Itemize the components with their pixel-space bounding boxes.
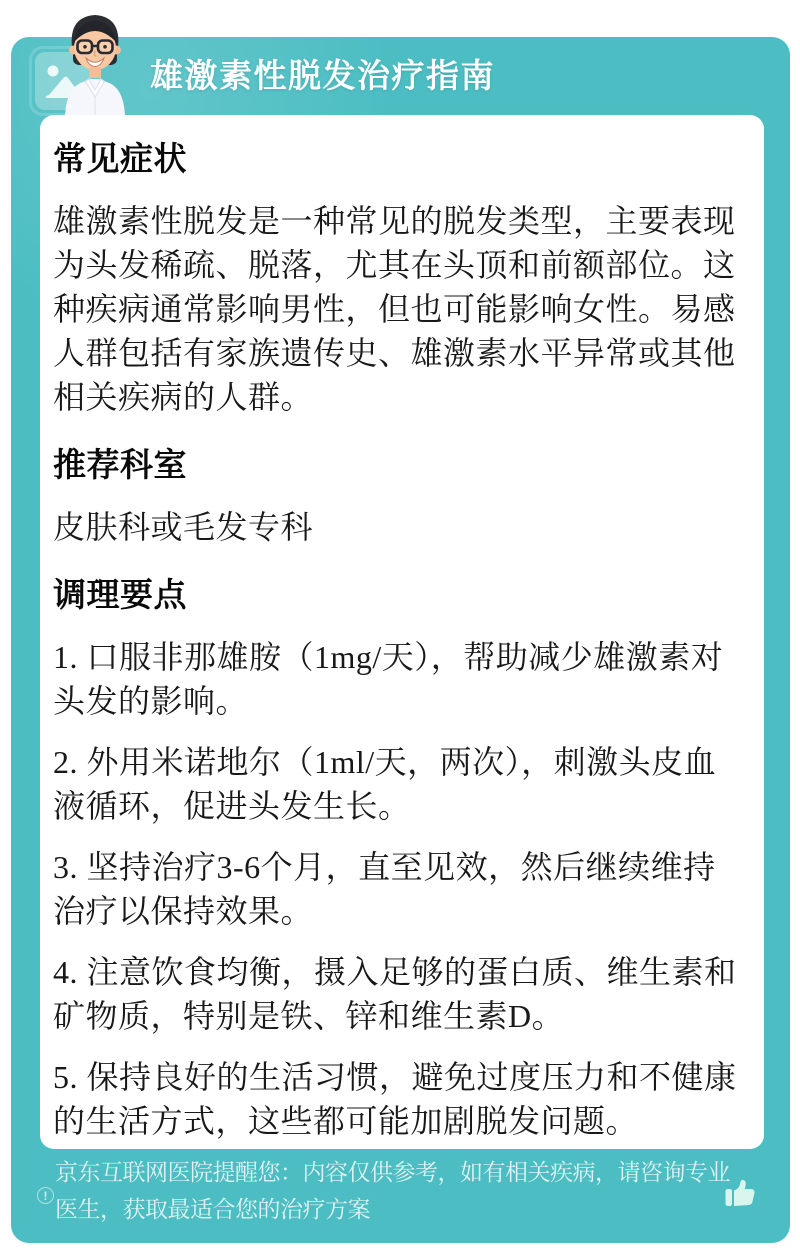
disclaimer-text xyxy=(55,1154,735,1228)
treatment-item-3: 3. 坚持治疗3-6个月，直至见效，然后继续维持治疗以保持效果。 xyxy=(53,849,716,929)
department-paragraph: 皮肤科或毛发专科 xyxy=(53,509,314,545)
section-treatment xyxy=(53,575,745,1143)
page-title: 雄激素性脱发治疗指南 xyxy=(150,57,495,94)
content-card xyxy=(11,37,790,1243)
treatment-item-2: 2. 外用米诺地尔（1ml/天，两次），刺激头皮血液循环，促进头发生长。 xyxy=(53,744,717,824)
section-heading-department: 推荐科室 xyxy=(53,446,187,483)
section-symptoms xyxy=(53,139,745,419)
doctor-avatar xyxy=(53,8,137,120)
treatment-item-5: 5. 保持良好的生活习惯，避免过度压力和不健康的生活方式，这些都可能加剧脱发问题。 xyxy=(53,1059,737,1139)
treatment-item-4: 4. 注意饮食均衡，摄入足够的蛋白质、维生素和矿物质，特别是铁、锌和维生素D。 xyxy=(53,954,737,1034)
disclaimer-footer xyxy=(11,1149,790,1243)
disclaimer-line-2: 医生，获取最适合您的治疗方案 xyxy=(55,1196,370,1222)
alert-circle-icon: ! xyxy=(37,1187,54,1204)
article-card xyxy=(40,115,764,1149)
section-heading-treatment: 调理要点 xyxy=(53,576,187,613)
section-heading-symptoms: 常见症状 xyxy=(53,140,187,177)
disclaimer-line-1: 京东互联网医院提醒您：内容仅供参考，如有相关疾病，请咨询专业 xyxy=(55,1159,730,1185)
thumbs-up-icon xyxy=(722,1175,758,1211)
treatment-item-1: 1. 口服非那雄胺（1mg/天），帮助减少雄激素对头发的影响。 xyxy=(53,639,724,719)
section-department xyxy=(53,445,745,549)
symptoms-paragraph: 雄激素性脱发是一种常见的脱发类型，主要表现为头发稀疏、脱落，尤其在头顶和前额部位。这种疾病通常影响男性，但也可能影响女性。易感人群包括有家族遗传史、雄激素水平异常或其他相关疾病的人群。 xyxy=(53,203,736,415)
